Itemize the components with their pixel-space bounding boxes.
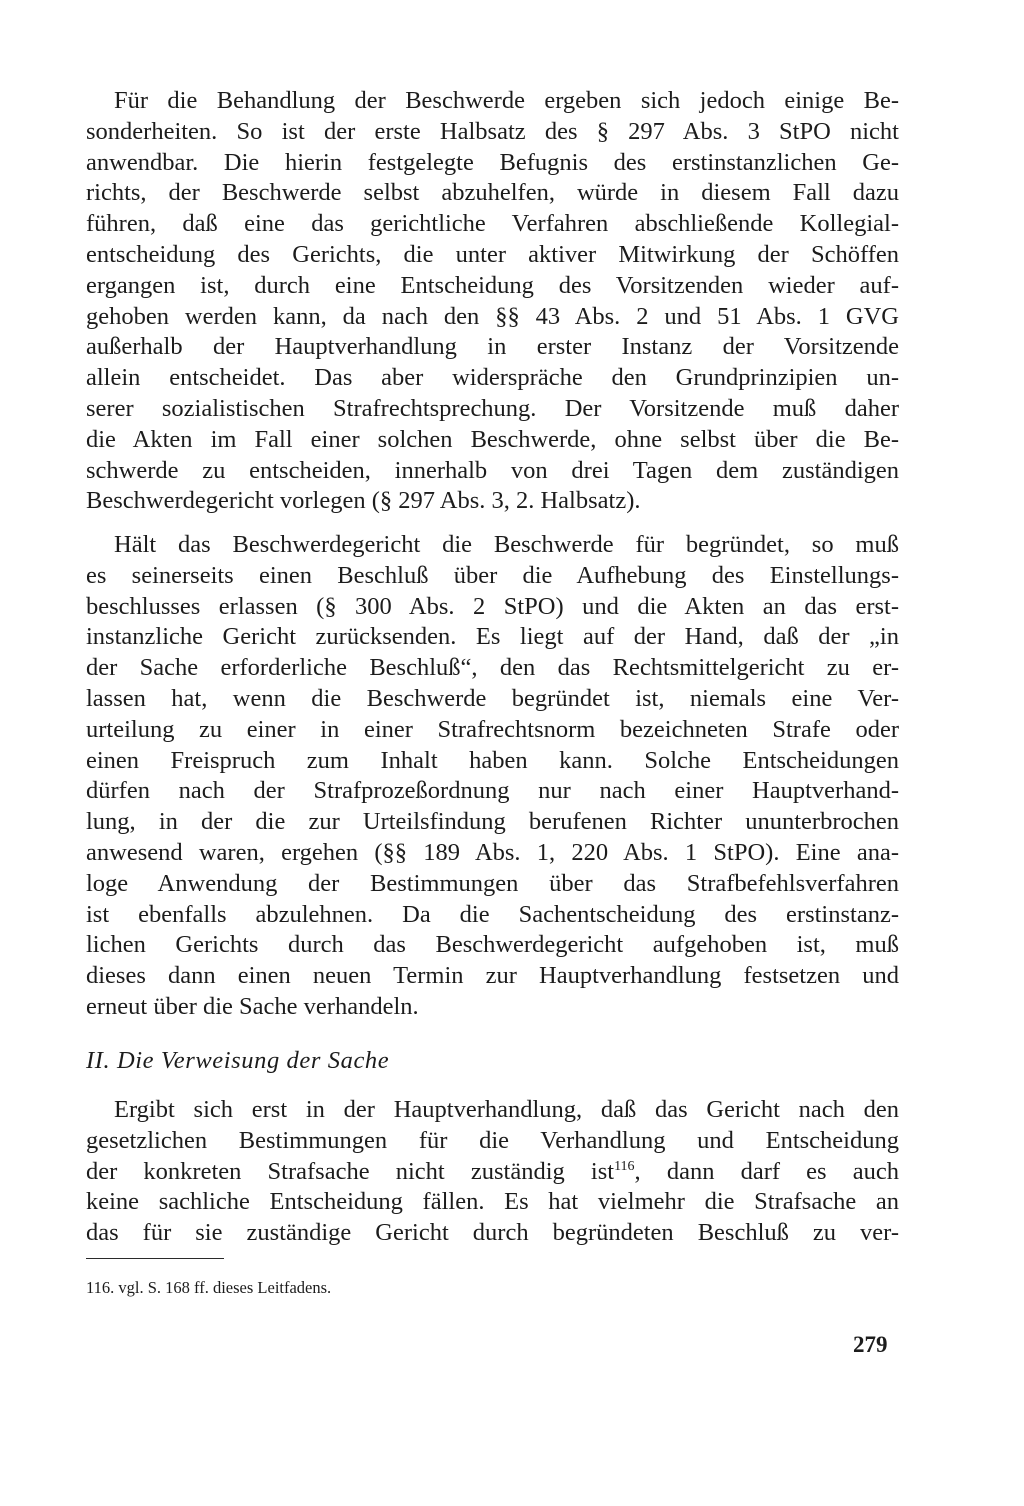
text-line: außerhalb der Hauptverhandlung in erster Instanz der Vorsitzende (86, 333, 899, 361)
text-segment: , dann darf es auch (634, 1157, 899, 1185)
text-line: dürfen nach der Strafprozeßordnung nur nach einer Hauptverhand- (86, 777, 899, 805)
section-heading: II. Die Verweisung der Sache (86, 1047, 390, 1074)
text-line: führen, daß eine das gerichtliche Verfahren abschließende Kollegial- (86, 210, 899, 238)
text-segment: der konkreten Strafsache nicht zuständig ist (86, 1157, 615, 1185)
text-line: lung, in der die zur Urteilsfindung berufenen Richter ununterbrochen (86, 808, 899, 836)
text-line: Hält das Beschwerdegericht die Beschwerde für begründet, so muß (114, 531, 899, 558)
paragraph-verweisung (86, 1095, 899, 1249)
text-line: ergangen ist, durch eine Entscheidung des Vorsitzenden wieder auf- (86, 271, 899, 299)
text-line: urteilung zu einer in einer Strafrechtsnorm bezeichneten Strafe oder (86, 715, 899, 743)
text-line: einen Freispruch zum Inhalt haben kann. Solche Entscheidungen (86, 746, 899, 774)
text-line: Für die Behandlung der Beschwerde ergeben sich jedoch einige Be- (114, 87, 899, 114)
text-line: lassen hat, wenn die Beschwerde begründet ist, niemals eine Ver- (86, 684, 899, 712)
text-line: schwerde zu entscheiden, innerhalb von drei Tagen dem zuständigen (86, 456, 899, 484)
text-line: anwesend waren, ergehen (§§ 189 Abs. 1, 220 Abs. 1 StPO). Eine ana- (86, 838, 899, 866)
text-line: dieses dann einen neuen Termin zur Hauptverhandlung festsetzen und (86, 962, 899, 990)
text-line: ist ebenfalls abzulehnen. Da die Sachentscheidung des erstinstanz- (86, 900, 899, 928)
footnote-116: 116. vgl. S. 168 ff. dieses Leitfadens. (86, 1278, 332, 1297)
page-number: 279 (853, 1332, 888, 1357)
text-line: gehoben werden kann, da nach den §§ 43 Abs. 2 und 51 Abs. 1 GVG (86, 302, 899, 330)
text-line: es seinerseits einen Beschluß über die Aufhebung des Einstellungs- (86, 561, 899, 589)
text-line: erneut über die Sache verhandeln. (86, 992, 419, 1020)
text-line: instanzliche Gericht zurücksenden. Es liegt auf der Hand, daß der „in (86, 623, 899, 651)
text-line: lichen Gerichts durch das Beschwerdegericht aufgehoben ist, muß (86, 931, 899, 959)
text-line: gesetzlichen Bestimmungen für die Verhandlung und Entscheidung (86, 1126, 899, 1154)
text-line: loge Anwendung der Bestimmungen über das Strafbefehlsverfahren (86, 869, 899, 897)
text-line: entscheidung des Gerichts, die unter aktiver Mitwirkung der Schöffen (86, 240, 899, 268)
text-line: serer sozialistischen Strafrechtsprechung. Der Vorsitzende muß daher (86, 394, 899, 422)
text-line: die Akten im Fall einer solchen Beschwerde, ohne selbst über die Be- (86, 425, 899, 453)
text-line: anwendbar. Die hierin festgelegte Befugnis des erstinstanzlichen Ge- (86, 148, 899, 176)
footnote-reference[interactable]: 116 (614, 1158, 635, 1174)
paragraph-beschwerdegericht (86, 530, 899, 1023)
text-line: beschlusses erlassen (§ 300 Abs. 2 StPO) und die Akten an das erst- (86, 592, 899, 620)
text-line: der Sache erforderliche Beschluß“, den das Rechtsmittelgericht zu er- (86, 654, 899, 682)
text-line: richts, der Beschwerde selbst abzuhelfen, würde in diesem Fall dazu (86, 179, 899, 207)
paragraph-beschwerde-behandlung (86, 86, 899, 517)
text-line-with-footnote-ref (86, 1157, 899, 1188)
text-line: keine sachliche Entscheidung fällen. Es hat vielmehr die Strafsache an (86, 1188, 899, 1216)
text-line: sonderheiten. So ist der erste Halbsatz des § 297 Abs. 3 StPO nicht (86, 117, 899, 145)
text-line: das für sie zuständige Gericht durch begründeten Beschluß zu ver- (86, 1219, 899, 1247)
text-line: Ergibt sich erst in der Hauptverhandlung, daß das Gericht nach den (114, 1096, 899, 1123)
footnote-divider (86, 1258, 224, 1259)
text-line: Beschwerdegericht vorlegen (§ 297 Abs. 3, 2. Halbsatz). (86, 487, 641, 515)
text-line: allein entscheidet. Das aber widerspräche den Grundprinzipien un- (86, 364, 899, 392)
